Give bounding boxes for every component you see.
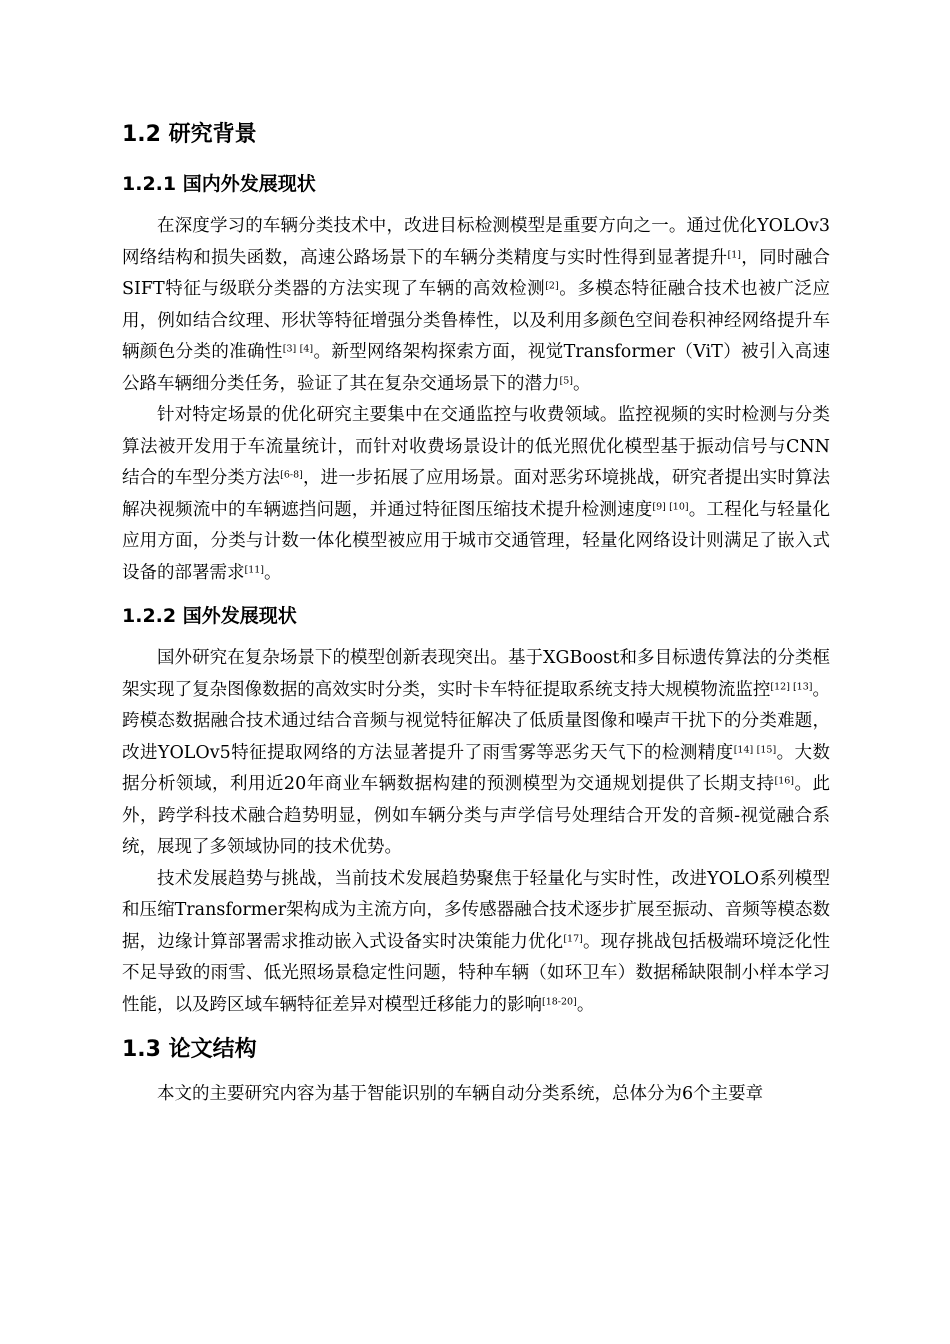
paragraph-structure-1: 本文的主要研究内容为基于智能识别的车辆自动分类系统，总体分为6个主要章 xyxy=(157,1084,764,1104)
section-heading-1-3: 1.3 论文结构 xyxy=(122,1037,257,1062)
paragraph-foreign-2: 技术发展趋势与挑战，当前技术发展趋势聚焦于轻量化与实时性，改进YOLO系列模型和压缩Transformer架构成为主流方向，多传感器融合技术逐步扩展至振动、音频等模态数据，边缘计算部署需求推动嵌入式设备实时决策能力优化[17]。现存挑战包括极端环境泛化性不足导致的雨雪、低光照场景稳定性问题，特种车辆（如环卫车）数据稀缺限制小样本学习性能，以及跨区域车辆特征差异对模型迁移能力的影响[18-20]。 xyxy=(122,868,831,1015)
paragraph-foreign-1: 国外研究在复杂场景下的模型创新表现突出。基于XGBoost和多目标遗传算法的分类框架实现了复杂图像数据的高效实时分类，实时卡车特征提取系统支持大规模物流监控[12] [13]。跨模态数据融合技术通过结合音频与视觉特征解决了低质量图像和噪声干扰下的分类难题，改进YOLOv5特征提取网络的方法显著提升了雨雪雾等恶劣天气下的检测精度[14] [15]。大数据分析领域，利用近20年商业车辆数据构建的预测模型为交通规划提供了长期支持[16]。此外，跨学科技术融合趋势明显，例如车辆分类与声学信号处理结合开发的音频-视觉融合系统，展现了多领域协同的技术优势。 xyxy=(122,648,831,857)
citation: [14] [15] xyxy=(733,743,777,755)
paragraph-domestic-1: 在深度学习的车辆分类技术中，改进目标检测模型是重要方向之一。通过优化YOLOv3网络结构和损失函数，高速公路场景下的车辆分类精度与实时性得到显著提升[1]，同时融合SIFT特征与级联分类器的方法实现了车辆的高效检测[2]。多模态特征融合技术也被广泛应用，例如结合纹理、形状等特征增强分类鲁棒性，以及利用多颜色空间卷积神经网络提升车辆颜色分类的准确性[3] [4]。新型网络架构探索方面，视觉Transformer（ViT）被引入高速公路车辆细分类任务，验证了其在复杂交通场景下的潜力[5]。 xyxy=(122,216,831,394)
page-content xyxy=(122,118,830,1111)
citation: [1] xyxy=(727,248,741,260)
paragraph-domestic-2: 针对特定场景的优化研究主要集中在交通监控与收费领域。监控视频的实时检测与分类算法被开发用于车流量统计，而针对收费场景设计的低光照优化模型基于振动信号与CNN结合的车型分类方法[6-8]，进一步拓展了应用场景。面对恶劣环境挑战，研究者提出实时算法解决视频流中的车辆遮挡问题，并通过特征图压缩技术提升检测速度[9] [10]。工程化与轻量化应用方面，分类与计数一体化模型被应用于城市交通管理，轻量化网络设计则满足了嵌入式设备的部署需求[11]。 xyxy=(122,405,831,583)
citation: [5] xyxy=(559,374,573,386)
citation: [18-20] xyxy=(542,995,577,1007)
citation: [11] xyxy=(244,563,265,575)
citation: [12] [13] xyxy=(770,680,813,692)
citation: [6-8] xyxy=(280,469,303,481)
citation: [9] [10] xyxy=(652,500,689,512)
section-heading-1-2: 1.2 研究背景 xyxy=(122,122,257,147)
section-heading-1-2-1: 1.2.1 国内外发展现状 xyxy=(122,173,316,195)
citation: [16] xyxy=(774,775,795,787)
citation: [3] [4] xyxy=(282,343,314,355)
section-heading-1-2-2: 1.2.2 国外发展现状 xyxy=(122,605,297,627)
citation: [17] xyxy=(563,932,583,944)
citation: [2] xyxy=(545,280,559,292)
